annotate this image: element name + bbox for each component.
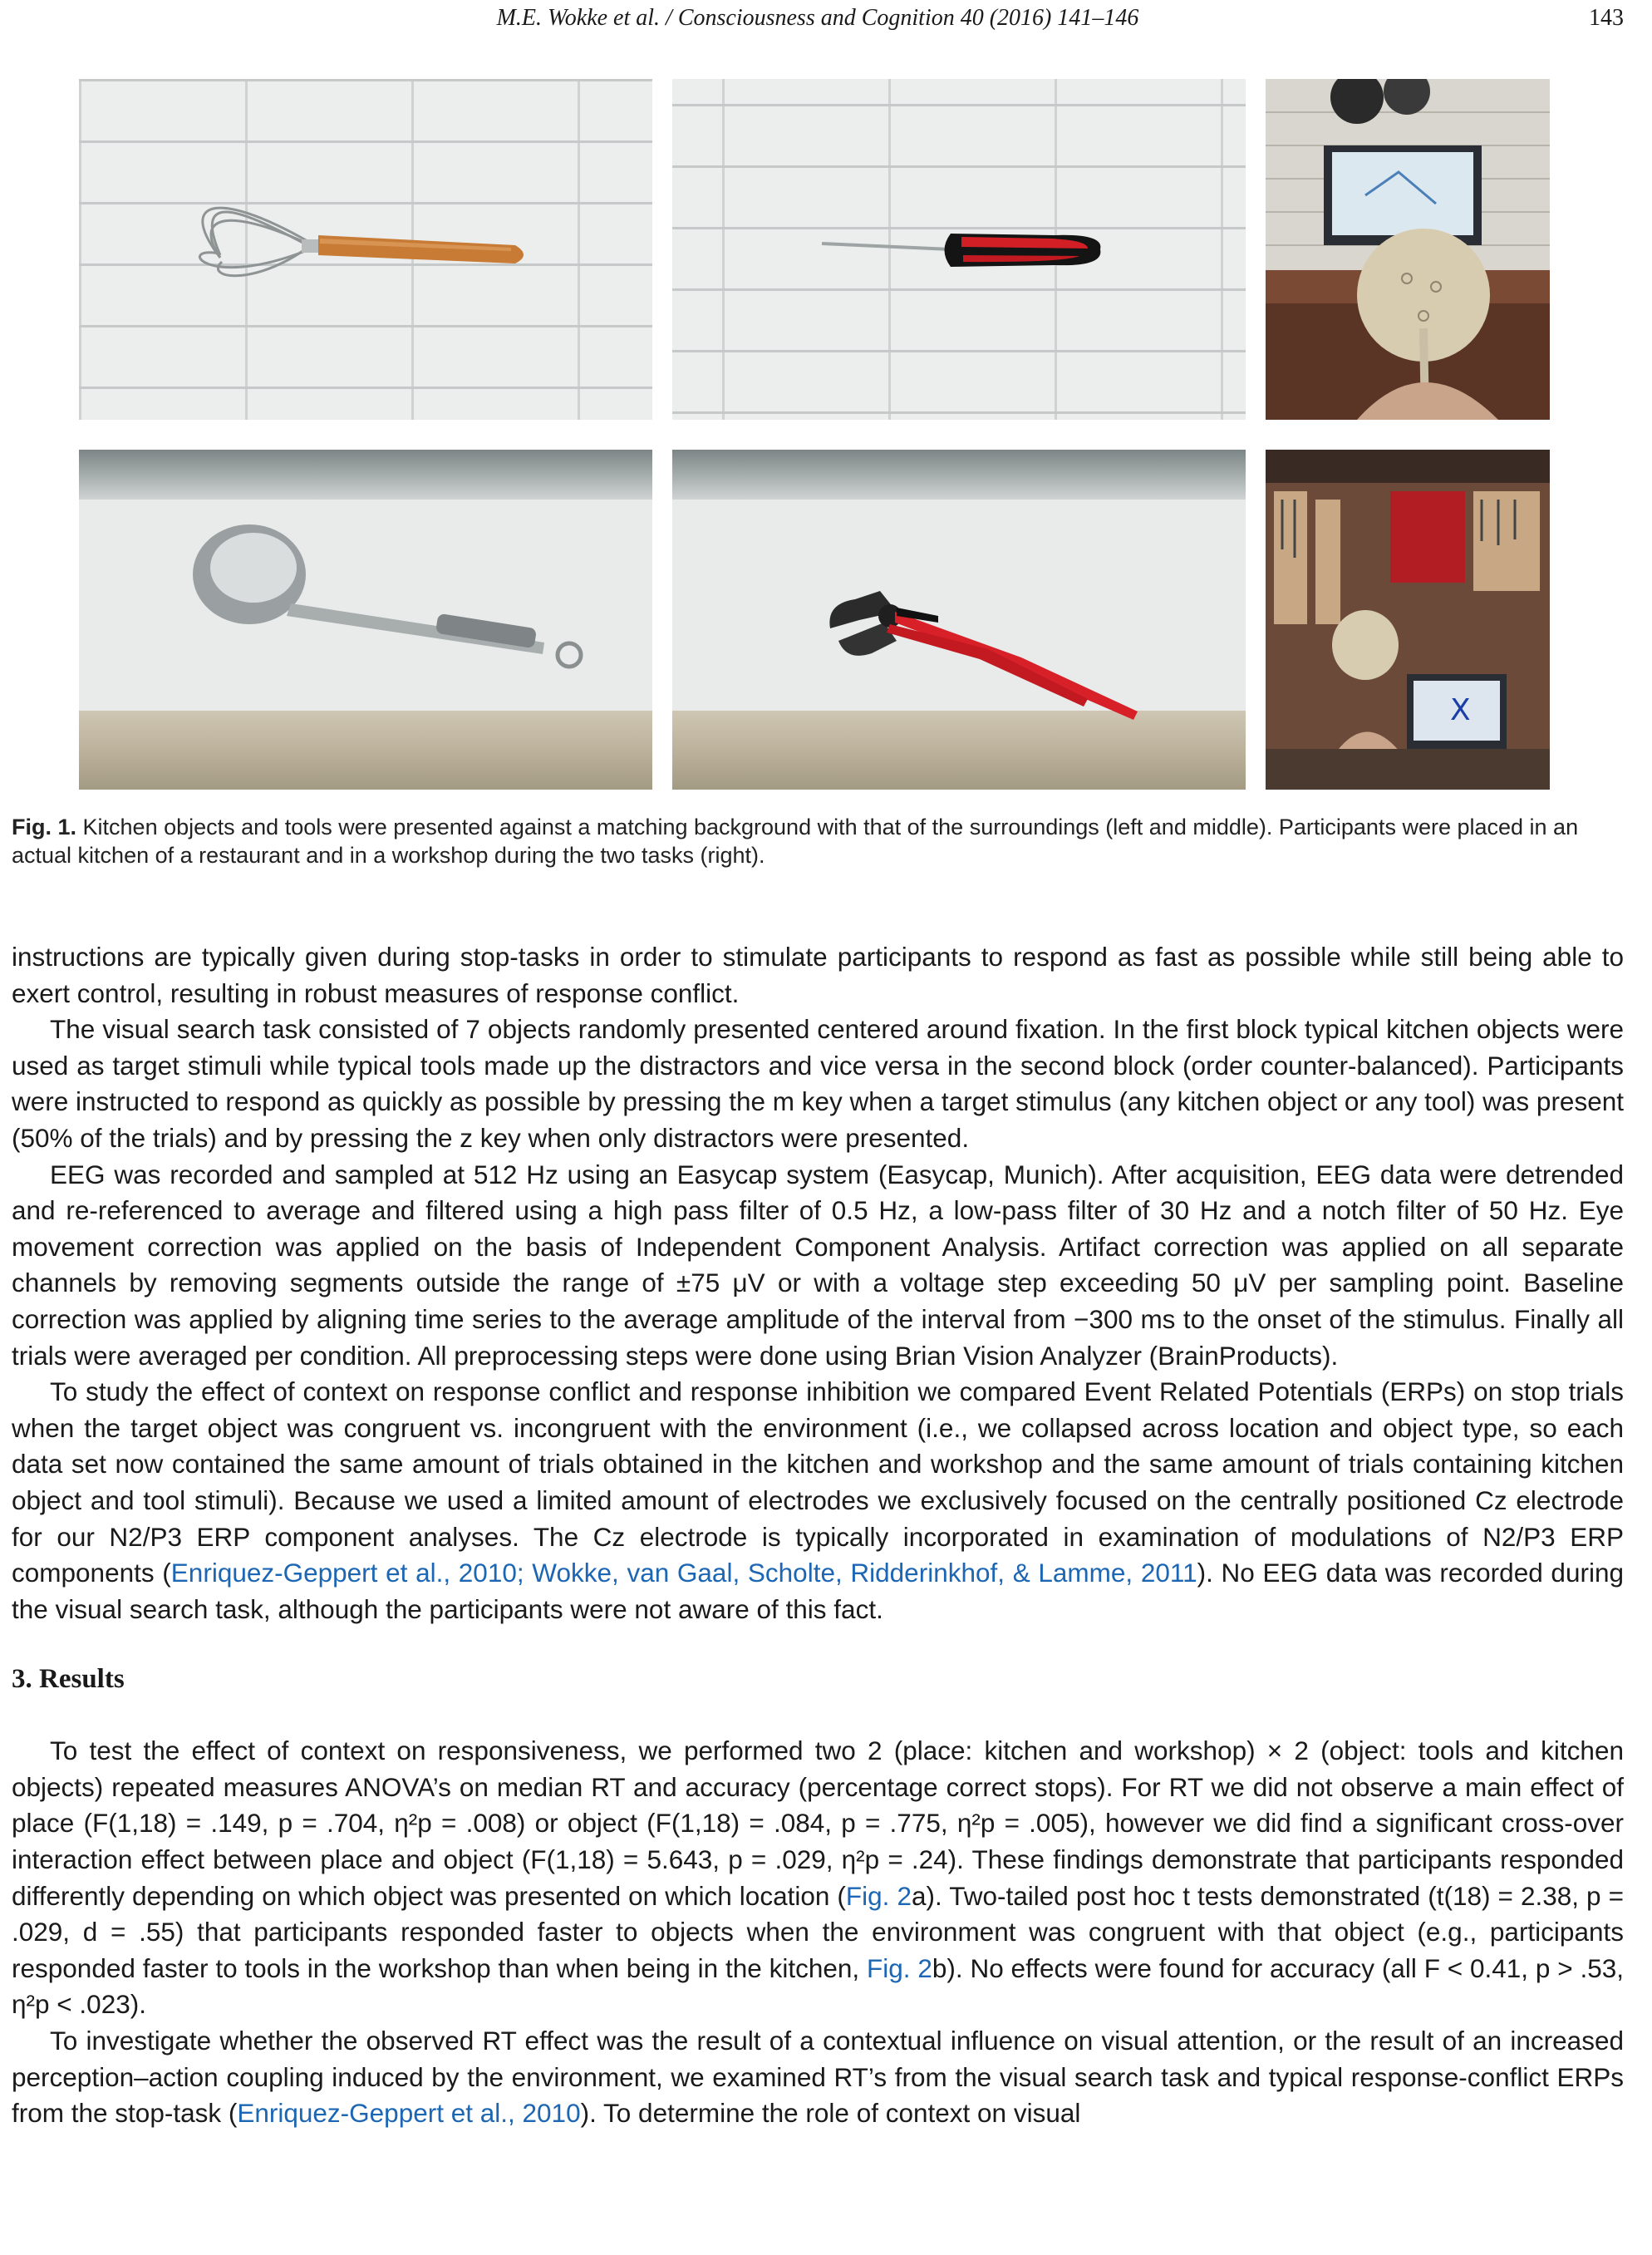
pliers-icon [672, 450, 1246, 790]
whisk-panel [79, 79, 652, 420]
text-run: ). No EEG data was recorded during the visual search task, although the participants were not aware of this fact. [12, 1558, 1624, 1624]
text-run: b). No effects were found for accuracy (all F < 0.41, p > .53, η²p < .023). [12, 1952, 1625, 2020]
pliers-panel [672, 450, 1246, 790]
journal-reference: M.E. Wokke et al. / Consciousness and Cognition 40 (2016) 141–146 [496, 5, 1139, 31]
figure-1 [79, 79, 1550, 790]
whisk-icon [79, 79, 652, 420]
citation-link[interactable]: Enriquez-Geppert et al., 2010; Wokke, van Gaal, Scholte, Ridderinkhof, & Lamme, 2011 [170, 1558, 1197, 1588]
text-run: ). To determine the role of context on visual [580, 2098, 1081, 2129]
figure-link[interactable]: Fig. 2 [845, 1880, 912, 1911]
kitchen-photo-panel [1266, 79, 1550, 420]
ladle-panel [79, 450, 652, 790]
text-run: To test the effect of context on responsiveness, we performed two 2 (place: kitchen and workshop) × 2 (object: tools and kitchen objects) repeated measures ANOVA’s on median RT and accuracy (percentage correct stops). For RT we did not observe a main effect of place (F(1,18) = .149, p = .704, η²p = .008) or object (F(1,18) = .084, p = .775, η²p = .005), however we did find a significant cross-over interaction effect between place and object (F(1,18) = 5.643, p = .029, η²p = .24). These findings demonstrate that participants responded differently depending on which object was presented on which location ( [12, 1736, 1624, 1911]
section-heading: 3. Results [12, 1664, 125, 1695]
text-run: To study the effect of context on response conflict and response inhibition we compared Event Related Potentials (ERPs) on stop trials when the target object was congruent vs. incongruent with the environment (i.e., we collapsed across location and object type, so each data set now contained the same amount of trials obtained in the kitchen and workshop and the same amount of trials containing kitchen object and tool stimuli). Because we used a limited amount of electrodes we exclusively focused on the centrally positioned Cz electrode for our N2/P3 ERP component analyses. The Cz electrode is typically incorporated in examination of modulations of N2/P3 ERP components ( [12, 1376, 1624, 1588]
page-number: 143 [1589, 5, 1624, 31]
figure-label: Fig. 1. [12, 815, 77, 839]
paragraph [12, 2023, 1624, 2132]
eeg-participant-kitchen-icon [1266, 79, 1550, 420]
paragraph [12, 1374, 1624, 1627]
ladle-icon [79, 450, 652, 790]
paragraph: EEG was recorded and sampled at 512 Hz using an Easycap system (Easycap, Munich). After acquisition, EEG data were detrended and re-referenced to average and filtered using a high pass filter of 0.5 Hz, a low-pass filter of 30 Hz and a notch filter of 50 Hz. Eye movement correction was applied on the basis of Independent Component Analysis. Artifact correction was applied on all separate channels by removing segments outside the range of ±75 μV or with a voltage step exceeding 50 μV per sampling point. Baseline correction was applied by aligning time series to the average amplitude of the interval from −300 ms to the onset of the stimulus. Finally all trials were averaged per condition. All preprocessing steps were done using Brian Vision Analyzer (BrainProducts). [12, 1159, 1624, 1371]
workshop-photo-panel [1266, 450, 1550, 790]
paragraph: The visual search task consisted of 7 objects randomly presented centered around fixation. In the first block typical kitchen objects were used as target stimuli while typical tools made up the distractors and vice versa in the second block (order counter-balanced). Participants were instructed to respond as quickly as possible by pressing the m key when a target stimulus (any kitchen object or any tool) was present (50% of the trials) and by pressing the z key when only distractors were presented. [12, 1014, 1624, 1153]
paragraph: instructions are typically given during stop-tasks in order to stimulate participants to respond as fast as possible while still being able to exert control, resulting in robust measures of response conflict. [12, 942, 1624, 1008]
screwdriver-panel [672, 79, 1246, 420]
screwdriver-icon [672, 79, 1246, 420]
text-run: To investigate whether the observed RT effect was the result of a contextual influence on visual attention, or the result of an increased perception–action coupling induced by the environment, we examined RT’s from the visual search task and typical response-conflict ERPs from the stop-task ( [12, 2026, 1624, 2129]
eeg-participant-workshop-icon [1266, 450, 1550, 790]
figure-caption [12, 813, 1624, 869]
citation-link[interactable]: Enriquez-Geppert et al., 2010 [237, 2098, 581, 2129]
figure-caption-text: Kitchen objects and tools were presented against a matching background with that of the surroundings (left and middle). Participants were placed in an actual kitchen of a restaurant and in a workshop during the two tasks (right). [12, 815, 1579, 868]
svg-text:X: X [1450, 693, 1471, 727]
article-body [12, 939, 1624, 2132]
paragraph [12, 1733, 1624, 2023]
running-header [12, 5, 1624, 42]
figure-link[interactable]: Fig. 2 [866, 1952, 932, 1983]
text-run: a). Two-tailed post hoc t tests demonstrated (t(18) = 2.38, p = .029, d = .55) that participants responded faster to objects when the environment was congruent with that object (e.g., participants responded faster to tools in the workshop than when being in the kitchen, [12, 1880, 1624, 1983]
